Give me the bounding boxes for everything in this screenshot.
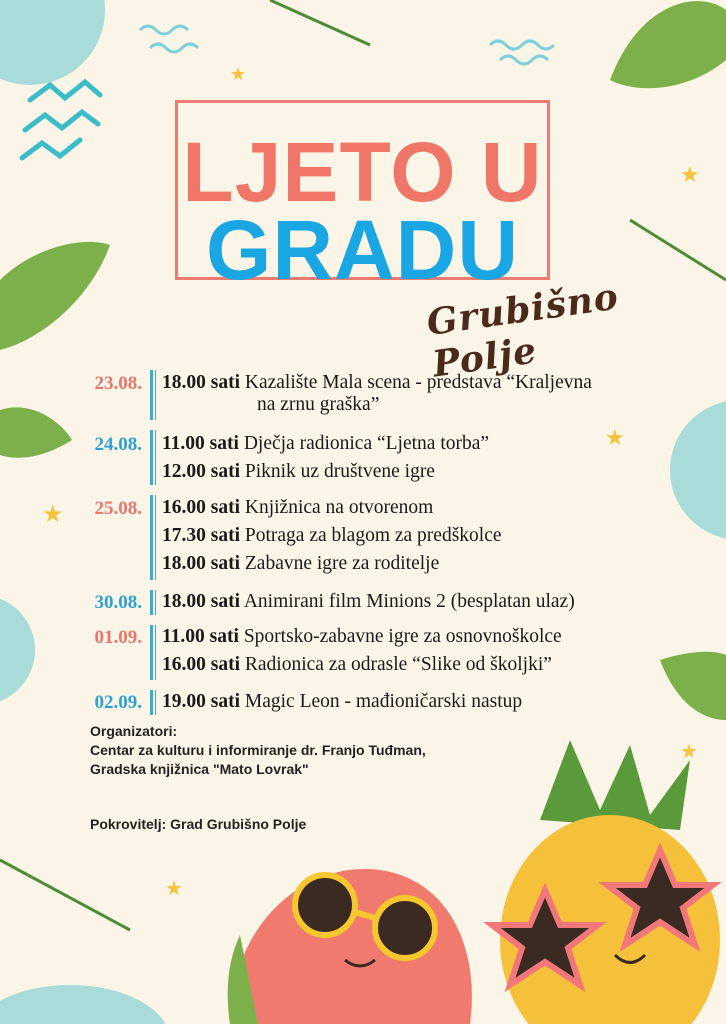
date-label: 24.08. <box>94 434 142 455</box>
star-icon: ★ <box>230 64 247 84</box>
date-label: 02.09. <box>94 692 142 713</box>
divider <box>150 590 153 615</box>
leaf-top-right <box>610 1 726 88</box>
date-label: 25.08. <box>94 498 142 519</box>
event-time: 17.30 sati <box>162 525 240 546</box>
wave-top <box>140 26 188 34</box>
event-text: Piknik uz društvene igre <box>244 461 435 482</box>
event-text: Dječja radionica “Ljetna torba” <box>243 433 490 454</box>
leaf-left <box>0 242 110 350</box>
star-icon: ★ <box>165 878 183 900</box>
zigzag-left-2 <box>25 112 98 130</box>
event-item <box>162 654 552 676</box>
wave-right-2 <box>500 56 548 64</box>
date-label: 23.08. <box>94 373 142 394</box>
event-item <box>162 553 439 575</box>
event-time: 18.00 sati <box>162 372 240 393</box>
teal-circle-left <box>0 595 35 705</box>
event-text: Sportsko-zabavne igre za osnovnoškolce <box>243 626 562 647</box>
title-line-1: LJETO U <box>182 125 543 219</box>
event-text: Potraga za blagom za predškolce <box>244 525 502 546</box>
branch-bottom-left <box>0 860 130 930</box>
sponsor: Pokrovitelj: Grad Grubišno Polje <box>90 816 307 832</box>
teal-circle-bottom-left <box>0 985 170 1024</box>
event-item <box>162 525 502 547</box>
divider <box>155 495 156 580</box>
event-time: 12.00 sati <box>162 461 240 482</box>
zigzag-left <box>30 82 100 100</box>
event-text: Magic Leon - mađioničarski nastup <box>244 691 523 712</box>
leaf-left-2 <box>0 407 72 457</box>
star-icon: ★ <box>42 502 64 528</box>
organizers-line-1: Centar za kulturu i informiranje dr. Franjo Tuđman, <box>90 742 426 758</box>
town-name: Grubišno Polje <box>424 275 622 386</box>
teal-circle-top-left <box>0 0 105 85</box>
branch-top <box>270 0 370 45</box>
divider <box>150 370 153 420</box>
event-item <box>162 372 592 416</box>
organizers-block <box>90 722 426 779</box>
wave-right <box>490 41 554 49</box>
event-time: 11.00 sati <box>162 626 239 647</box>
event-text: Knjižnica na otvorenom <box>244 497 434 518</box>
organizers-label: Organizatori: <box>90 723 178 739</box>
event-time: 16.00 sati <box>162 654 240 675</box>
event-item <box>162 433 489 455</box>
divider <box>155 690 156 715</box>
divider <box>155 625 156 680</box>
zigzag-left-3 <box>22 140 80 158</box>
event-text-cont: na zrnu graška” <box>257 394 380 415</box>
divider <box>150 495 153 580</box>
event-item <box>162 591 575 613</box>
event-text: Radionica za odrasle “Slike od školjki” <box>244 654 552 675</box>
event-item <box>162 497 433 519</box>
event-time: 11.00 sati <box>162 433 239 454</box>
star-icon: ★ <box>680 162 700 187</box>
event-item <box>162 691 522 713</box>
divider <box>155 590 156 615</box>
event-text: Zabavne igre za roditelje <box>244 553 440 574</box>
leaf-right-mid <box>660 652 726 720</box>
star-icon: ★ <box>680 741 698 763</box>
date-label: 30.08. <box>94 592 142 613</box>
event-item <box>162 626 562 648</box>
event-time: 18.00 sati <box>162 591 240 612</box>
event-text: Kazalište Mala scena - predstava “Kraljevna <box>244 372 592 393</box>
divider <box>155 430 156 485</box>
divider <box>150 430 153 485</box>
divider <box>150 625 153 680</box>
pineapple-character <box>492 740 720 1024</box>
title-line-2: GRADU <box>206 203 519 297</box>
event-time: 16.00 sati <box>162 497 240 518</box>
star-icon: ★ <box>605 425 625 450</box>
organizers-line-2: Gradska knjižnica "Mato Lovrak" <box>90 761 309 777</box>
event-text: Animirani film Minions 2 (besplatan ulaz) <box>243 591 575 612</box>
event-item <box>162 461 435 483</box>
teal-circle-right <box>670 400 726 540</box>
watermelon-character <box>228 869 472 1024</box>
divider <box>155 370 156 420</box>
date-label: 01.09. <box>94 627 142 648</box>
divider <box>150 690 153 715</box>
event-time: 18.00 sati <box>162 553 240 574</box>
wave-top-2 <box>150 44 198 52</box>
event-time: 19.00 sati <box>162 691 240 712</box>
